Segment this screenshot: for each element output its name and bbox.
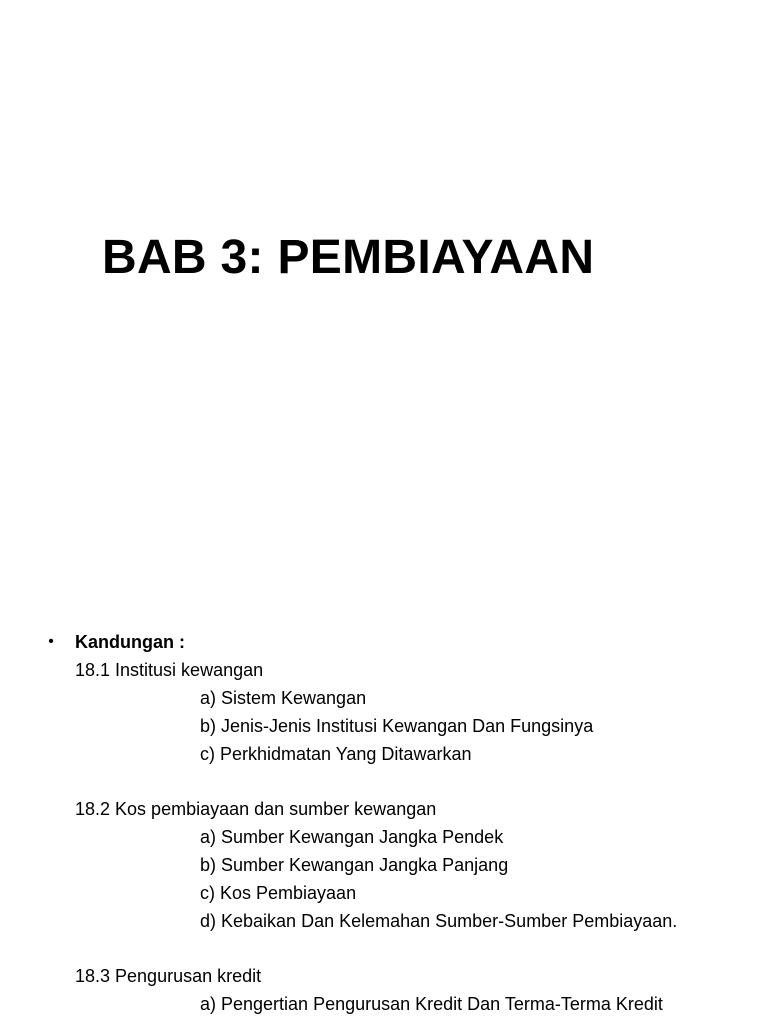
list-item: a) Sistem Kewangan [200, 688, 367, 708]
list-item: b) Jenis-Jenis Institusi Kewangan Dan Fungsinya [200, 716, 594, 736]
section-title: 18.2 Kos pembiayaan dan sumber kewangan [75, 799, 437, 819]
section-title: 18.1 Institusi kewangan [75, 660, 264, 680]
bullet-icon: • [48, 633, 54, 650]
list-item: d) Kebaikan Dan Kelemahan Sumber-Sumber Pembiayaan. [200, 911, 678, 931]
contents-heading-row [0, 628, 768, 656]
contents-heading: Kandungan : [75, 632, 185, 652]
table-of-contents [0, 628, 768, 1024]
section-18-1 [0, 656, 768, 768]
section-18-3 [0, 962, 768, 1018]
section-title: 18.3 Pengurusan kredit [75, 966, 262, 986]
section-18-2 [0, 795, 768, 935]
list-item: a) Sumber Kewangan Jangka Pendek [200, 827, 504, 847]
list-item: b) Sumber Kewangan Jangka Panjang [200, 855, 509, 875]
list-item: c) Perkhidmatan Yang Ditawarkan [200, 744, 472, 764]
list-item: a) Pengertian Pengurusan Kredit Dan Terma-Terma Kredit [200, 994, 663, 1014]
page-title: BAB 3: PEMBIAYAAN [102, 231, 595, 284]
list-item: c) Kos Pembiayaan [200, 883, 357, 903]
